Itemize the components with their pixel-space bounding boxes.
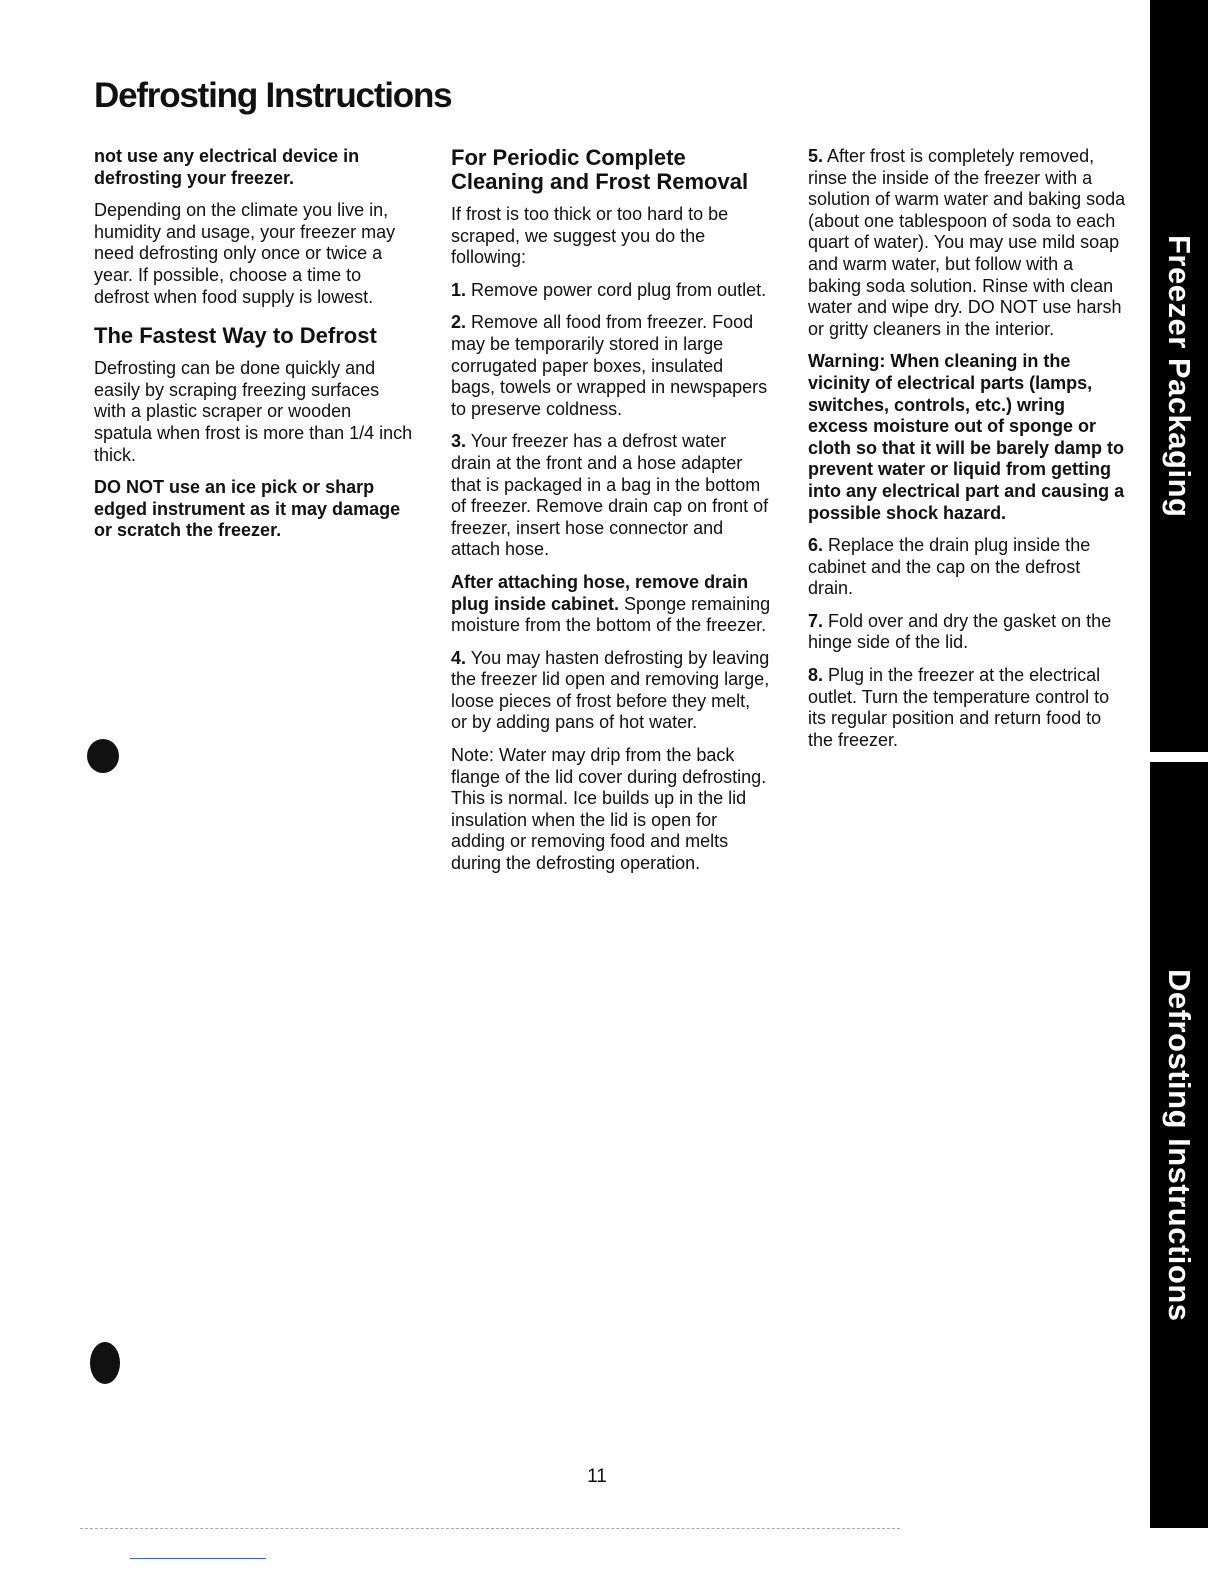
step-number: 7. <box>808 610 824 631</box>
scan-artifact-underline <box>130 1558 266 1559</box>
step-text: Remove power cord plug from outlet. <box>471 279 767 300</box>
step-number: 1. <box>451 279 467 300</box>
side-tab-label: Freezer Packaging <box>1162 234 1197 518</box>
page-number: 11 <box>587 1466 607 1487</box>
fastest-way-text: Defrosting can be done quickly and easily by scraping freezing surfaces with a plastic scraper or wooden spatula when frost is more than 1/4 inch thick. <box>94 358 413 465</box>
step-number: 4. <box>451 647 467 668</box>
step-7 <box>808 611 1126 654</box>
defrost-intro: Depending on the climate you live in, humidity and usage, your freezer may need defrosting only once or twice a year. If possible, choose a time to defrost when food supply is lowest. <box>94 200 396 307</box>
step-5 <box>808 146 1126 340</box>
drain-plug-instruction <box>451 572 771 637</box>
step-number: 5. <box>808 146 824 166</box>
step-number: 2. <box>451 312 467 333</box>
step-number: 6. <box>808 535 824 556</box>
step-number: 3. <box>451 431 467 452</box>
step-8 <box>808 665 1126 751</box>
side-tab-defrosting-instructions <box>1150 762 1208 1528</box>
page-title: Defrosting Instructions <box>94 76 452 115</box>
scan-artifact-line <box>80 1528 900 1529</box>
step-text: You may hasten defrosting by leaving the freezer lid open and removing large, loose pieces of frost before they melt, or by adding pans of hot water. <box>451 647 770 733</box>
lid-note: Note: Water may drip from the back flange of the lid cover during defrosting. This is normal. Ice builds up in the lid insulation when the lid is open for adding or removing food and melts during the defrosting operation. <box>451 745 767 874</box>
step-3 <box>451 431 771 561</box>
step-text: After frost is completely removed, rinse the inside of the freezer with a solution of warm water and baking soda (about one tablespoon of soda to each quart of water). You may use mild soap and warm water, but follow with a baking soda solution. Rinse with clean water and wipe dry. DO NOT use harsh or gritty cleaners in the interior. <box>808 146 1126 339</box>
side-tab-label: Defrosting Instructions <box>1162 968 1197 1322</box>
step-4 <box>451 648 771 734</box>
column-right <box>808 146 1126 762</box>
side-tab-freezer-packaging <box>1150 0 1208 752</box>
periodic-intro: If frost is too thick or too hard to be scraped, we suggest you do the following: <box>451 204 729 268</box>
ice-pick-caution: DO NOT use an ice pick or sharp edged instrument as it may damage or scratch the freezer. <box>94 477 401 541</box>
drain-plug-bold: After attaching hose, remove drain plug inside cabinet. <box>451 571 749 614</box>
periodic-cleaning-heading: For Periodic Complete Cleaning and Frost Removal <box>451 145 749 194</box>
step-text: Remove all food from freezer. Food may be temporarily stored in large corrugated paper boxes, insulated bags, towels or wrapped in newspapers to preserve coldness. <box>451 312 768 419</box>
step-text: Your freezer has a defrost water drain at the front and a hose adapter that is packaged in a bag in the bottom of freezer. Remove drain cap on front of freezer, insert hose connector and attach hose. <box>451 431 769 560</box>
step-number: 8. <box>808 665 824 686</box>
step-text: Plug in the freezer at the electrical outlet. Turn the temperature control to its regular position and return food to the freezer. <box>808 665 1110 750</box>
step-6 <box>808 535 1126 600</box>
shock-hazard-warning: Warning: When cleaning in the vicinity of electrical parts (lamps, switches, controls, etc.) wring excess moisture out of sponge or cloth so that it will be barely damp to prevent water or liquid from getting into any electrical part and causing a possible shock hazard. <box>808 351 1125 523</box>
step-text: Fold over and dry the gasket on the hinge side of the lid. <box>808 610 1112 653</box>
column-middle <box>451 146 771 886</box>
fastest-way-heading: The Fastest Way to Defrost <box>94 323 377 349</box>
step-2 <box>451 312 771 420</box>
step-1 <box>451 280 771 302</box>
binder-hole-mark <box>90 1342 120 1384</box>
binder-hole-mark <box>87 739 119 773</box>
drain-plug-text: Sponge remaining moisture from the bottom of the freezer. <box>451 593 771 636</box>
electrical-warning: not use any electrical device in defrosting your freezer. <box>94 146 360 188</box>
step-text: Replace the drain plug inside the cabinet and the cap on the defrost drain. <box>808 535 1091 599</box>
column-left <box>94 146 414 553</box>
